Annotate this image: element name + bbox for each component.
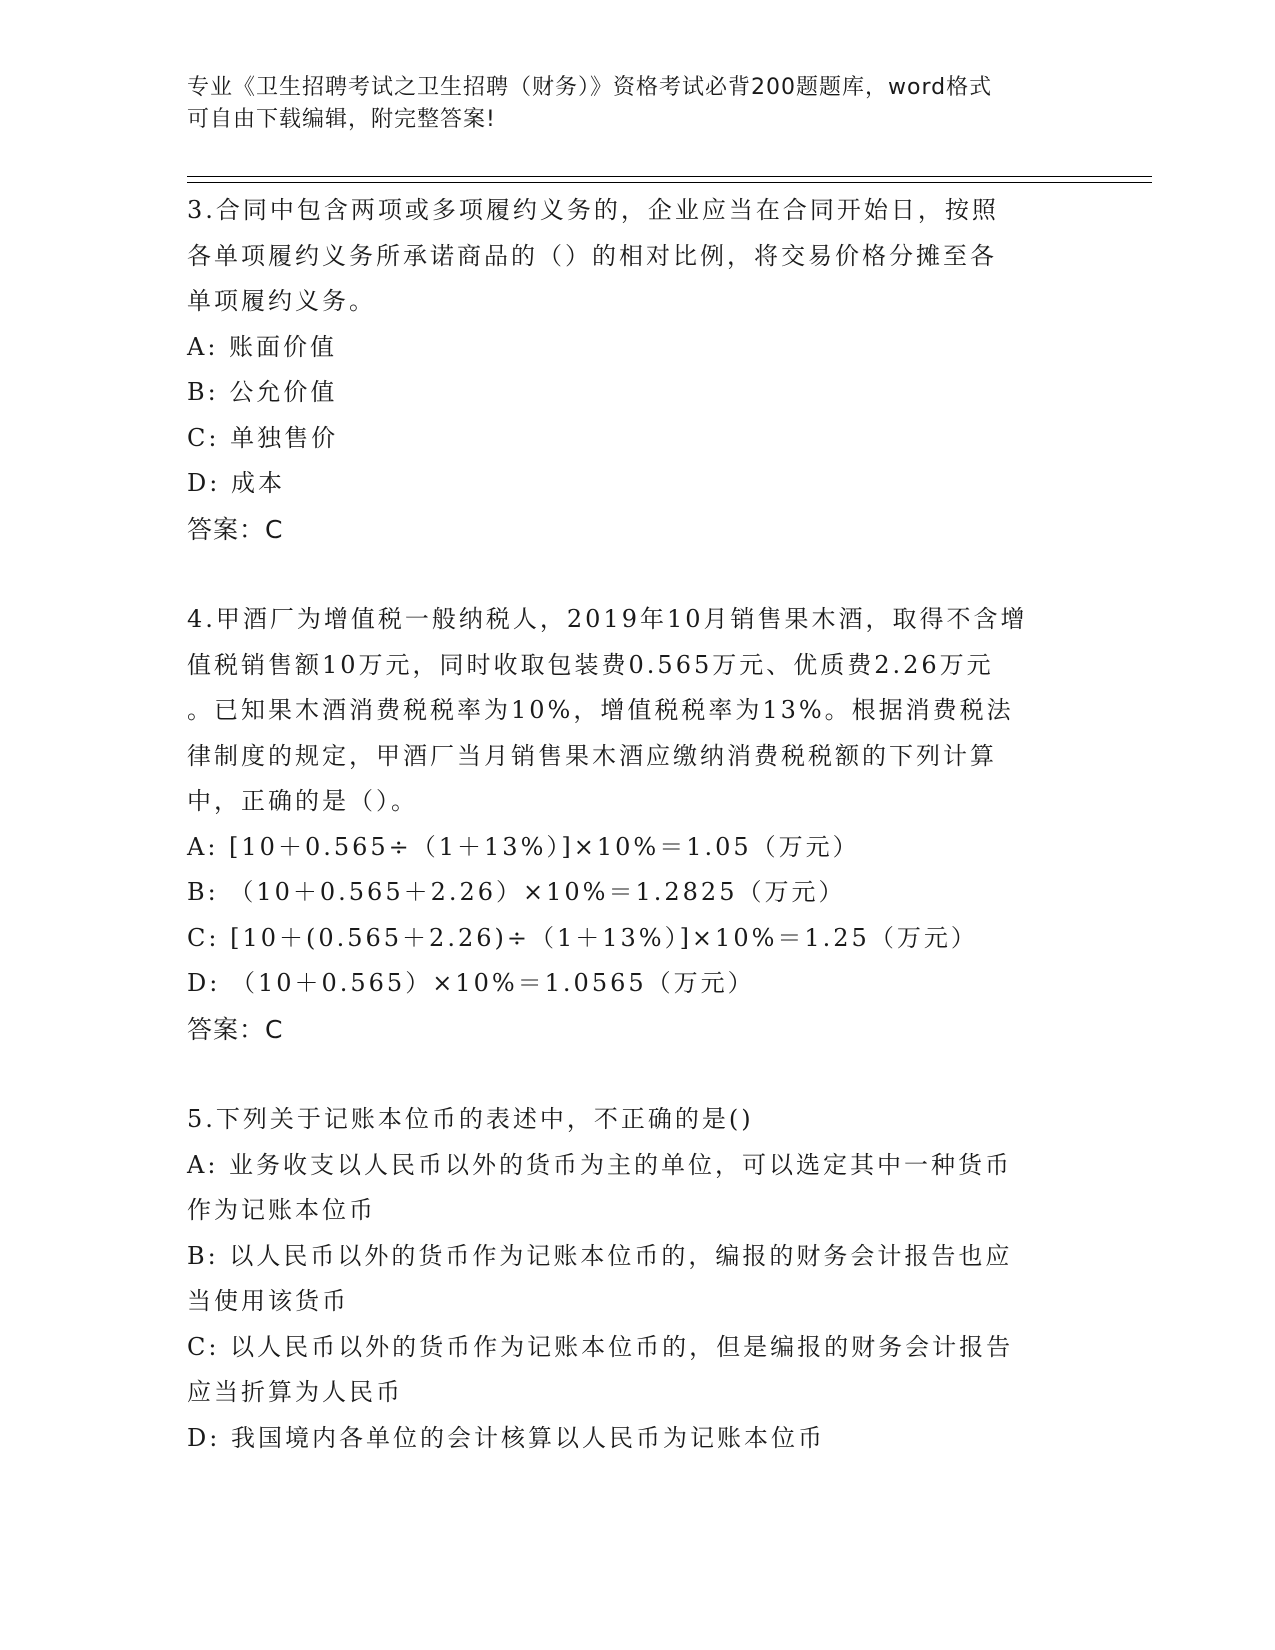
option-line: B: 公允价值 xyxy=(187,378,338,406)
question-item xyxy=(187,188,1087,552)
option-line: 作为记账本位币 xyxy=(187,1196,376,1224)
option-b xyxy=(187,370,1087,416)
question-line: 单项履约义务。 xyxy=(187,287,376,315)
question-line: 律制度的规定，甲酒厂当月销售果木酒应缴纳消费税税额的下列计算 xyxy=(187,741,997,770)
option-a xyxy=(187,1143,1087,1234)
option-line: D: 成本 xyxy=(187,469,285,497)
question-spacer xyxy=(187,552,1087,597)
option-line: A: 账面价值 xyxy=(187,332,338,361)
header-divider xyxy=(187,176,1152,177)
question-line: 。已知果木酒消费税税率为10%，增值税税率为13%。根据消费税法 xyxy=(187,696,1014,724)
question-text xyxy=(187,1097,1087,1143)
answer-label: 答案：C xyxy=(187,1014,284,1044)
question-text xyxy=(187,188,1087,325)
option-c xyxy=(187,416,1087,462)
question-text xyxy=(187,597,1087,825)
question-line: 各单项履约义务所承诺商品的（）的相对比例，将交易价格分摊至各 xyxy=(187,241,997,270)
question-line: 4.甲酒厂为增值税一般纳税人，2019年10月销售果木酒，取得不含增 xyxy=(187,605,1028,633)
question-spacer xyxy=(187,1052,1087,1097)
option-line: B: （10＋0.565＋2.26）×10%＝1.2825（万元） xyxy=(187,878,846,906)
option-line: A: [10＋0.565÷（1＋13%）]×10%＝1.05（万元） xyxy=(187,832,860,861)
document-header xyxy=(187,72,1067,136)
question-line: 5.下列关于记账本位币的表述中，不正确的是() xyxy=(187,1105,754,1133)
question-list xyxy=(187,188,1087,1461)
option-a xyxy=(187,325,1087,371)
question-line: 值税销售额10万元，同时收取包装费0.565万元、优质费2.26万元 xyxy=(187,650,994,679)
option-line: C: 以人民币以外的货币作为记账本位币的，但是编报的财务会计报告 xyxy=(187,1332,1014,1361)
option-line: 应当折算为人民币 xyxy=(187,1378,403,1406)
option-c xyxy=(187,1325,1087,1416)
question-item xyxy=(187,1097,1087,1461)
question-line: 3.合同中包含两项或多项履约义务的，企业应当在合同开始日，按照 xyxy=(187,196,999,224)
option-line: C: 单独售价 xyxy=(187,423,339,452)
option-a xyxy=(187,825,1087,871)
option-line: A: 业务收支以人民币以外的货币为主的单位，可以选定其中一种货币 xyxy=(187,1150,1013,1179)
option-c xyxy=(187,916,1087,962)
option-line: C: [10＋(0.565＋2.26)÷（1＋13%）]×10%＝1.25（万元） xyxy=(187,923,978,952)
header-line: 可自由下载编辑，附完整答案! xyxy=(187,107,496,132)
option-line: 当使用该货币 xyxy=(187,1287,349,1315)
option-d xyxy=(187,961,1087,1007)
question-line: 中，正确的是（）。 xyxy=(187,787,418,815)
header-divider xyxy=(187,182,1152,183)
option-b xyxy=(187,870,1087,916)
option-b xyxy=(187,1234,1087,1325)
option-line: D: 我国境内各单位的会计核算以人民币为记账本位币 xyxy=(187,1423,825,1452)
option-line: D: （10＋0.565）×10%＝1.0565（万元） xyxy=(187,969,755,997)
answer-label: 答案：C xyxy=(187,514,284,544)
header-line: 专业《卫生招聘考试之卫生招聘（财务）》资格考试必背200题题库，word格式 xyxy=(187,75,993,100)
option-d xyxy=(187,461,1087,507)
question-item xyxy=(187,597,1087,1052)
option-line: B: 以人民币以外的货币作为记账本位币的，编报的财务会计报告也应 xyxy=(187,1241,1013,1270)
option-d xyxy=(187,1416,1087,1462)
